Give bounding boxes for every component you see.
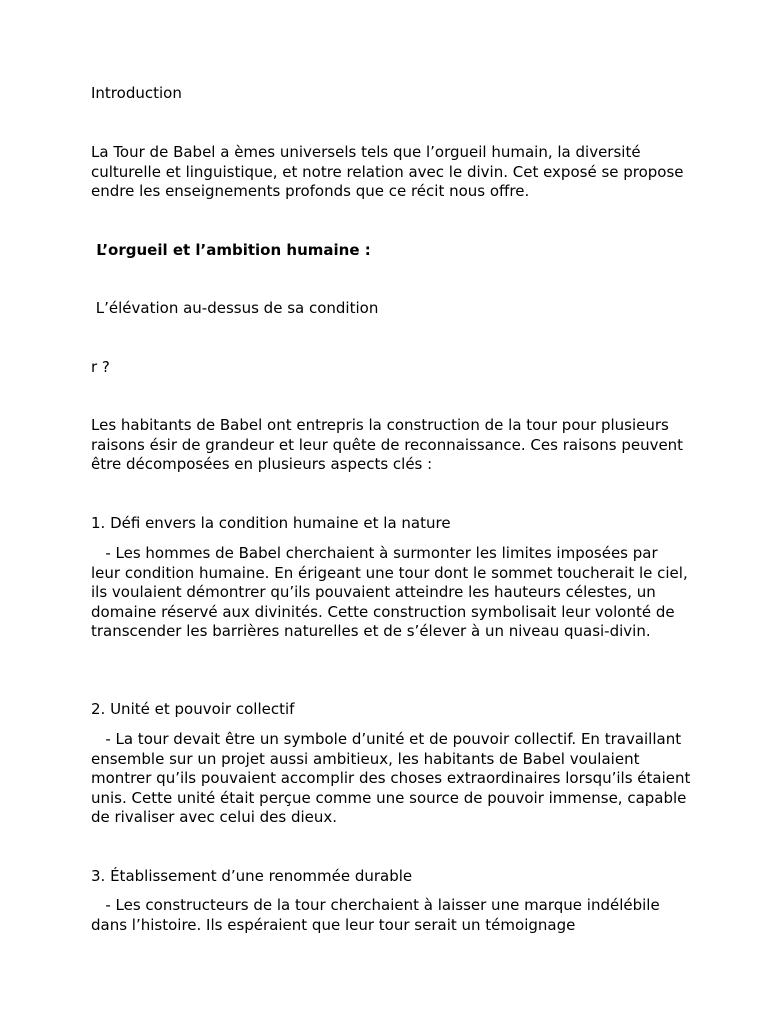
- point-1-text: - Les hommes de Babel cherchaient à surmonter les limites imposées par leur condition humaine. En érigeant une tour dont le sommet toucherait le ciel, ils voulaient démontrer qu’ils pouvaient atteindre les hauteurs célestes, un domaine réservé aux divinités. Cette construction symbolisait leur volonté de transcender les barrières naturelles et de s’élever à un niveau quasi-divin.: [91, 544, 693, 641]
- point-2-title: 2. Unité et pouvoir collectif: [91, 700, 295, 718]
- text-fragment: r ?: [91, 358, 110, 376]
- subsection-title: L’élévation au-dessus de sa condition: [91, 299, 379, 317]
- point-3-text: - Les constructeurs de la tour cherchaient à laisser une marque indélébile dans l’histoire. Ils espéraient que leur tour serait un témoignage: [91, 896, 665, 934]
- section-title: L’orgueil et l’ambition humaine :: [91, 241, 371, 259]
- point-3-title: 3. Établissement d’une renommée durable: [91, 867, 413, 885]
- reasons-paragraph: Les habitants de Babel ont entrepris la construction de la tour pour plusieurs raisons ésir de grandeur et leur quête de reconnaissance. Ces raisons peuvent être décomposées en plusieurs aspects clés :: [91, 416, 688, 474]
- point-2-text: - La tour devait être un symbole d’unité et de pouvoir collectif. En travaillant ensemble sur un projet aussi ambitieux, les habitants de Babel voulaient montrer qu’ils pouvaient accomplir des choses extraordinaires lorsqu’ils étaient unis. Cette unité était perçue comme une source de pouvoir immense, capable de rivaliser avec celui des dieux.: [91, 730, 696, 827]
- intro-paragraph: La Tour de Babel a èmes universels tels que l’orgueil humain, la diversité culturelle et linguistique, et notre relation avec le divin. Cet exposé se propose endre les enseignements profonds que ce récit nous offre.: [91, 143, 689, 201]
- point-1-title: 1. Défi envers la condition humaine et la nature: [91, 514, 451, 532]
- intro-heading: Introduction: [91, 84, 182, 102]
